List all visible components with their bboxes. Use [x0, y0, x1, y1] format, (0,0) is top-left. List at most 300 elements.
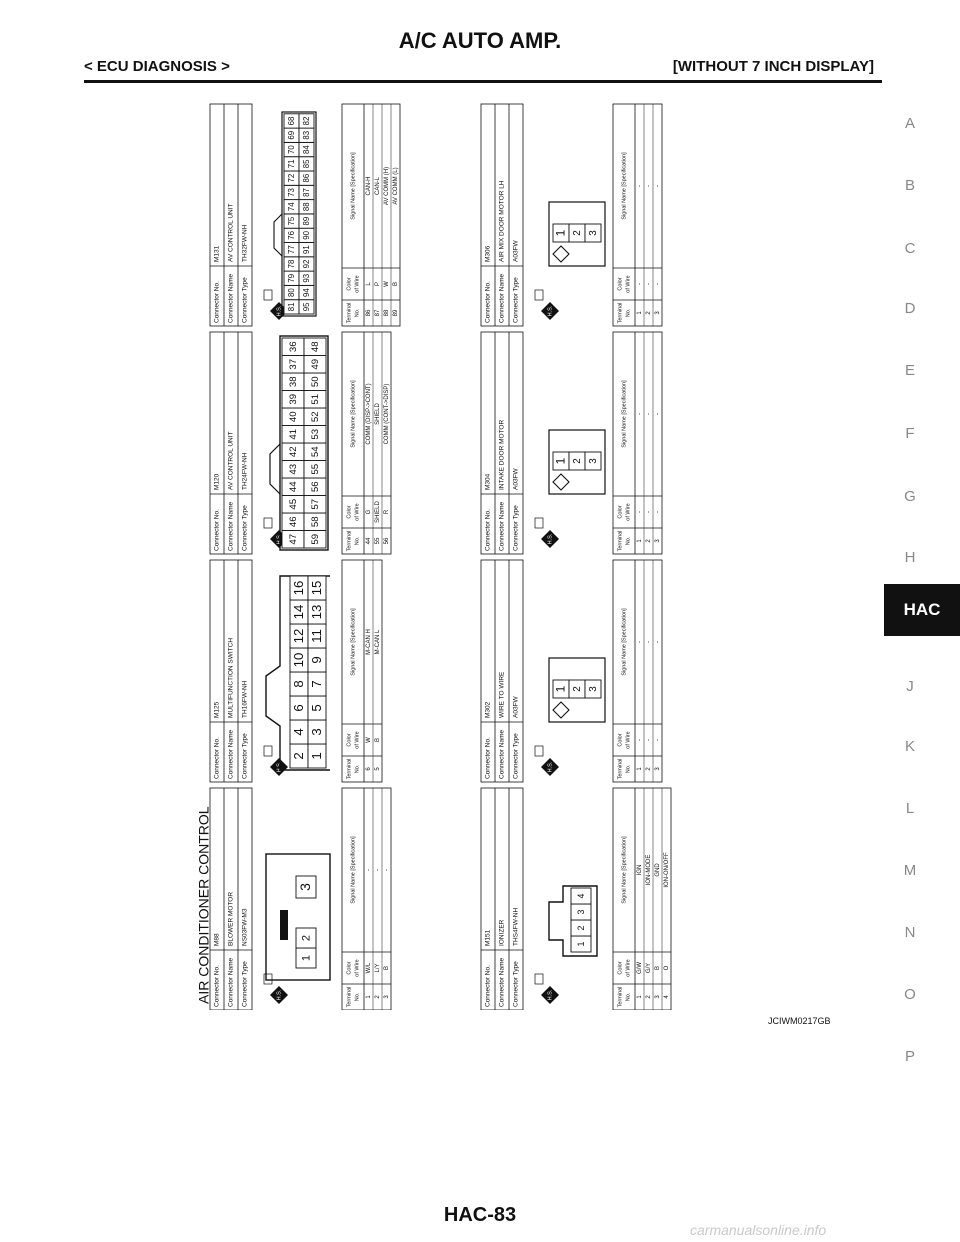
pin-number: 1	[553, 229, 568, 237]
connector-diagram	[196, 98, 826, 1010]
cell-color: W/L	[366, 962, 373, 974]
pin-number: 2	[572, 230, 584, 236]
cell-color: -	[655, 283, 662, 285]
cell-signal: SHIELD	[375, 403, 382, 425]
pin-number: 36	[288, 341, 300, 353]
cell-signal: -	[366, 869, 373, 871]
cell-signal: M-CAN L	[375, 629, 382, 655]
cell-terminal: 3	[384, 995, 391, 999]
connector-latch	[280, 910, 288, 940]
th-signal: Signal Name [Specification]	[621, 836, 628, 904]
connector-no: M88	[213, 933, 221, 946]
pin-number: 91	[302, 245, 312, 255]
th-terminal: No.	[625, 308, 632, 318]
connector-type: TH16FW-NH	[241, 680, 249, 718]
pin-number: 4	[575, 893, 586, 899]
side-index-letter: P	[904, 1048, 915, 1065]
th-color: Color	[617, 277, 624, 291]
pin-number: 54	[310, 446, 322, 458]
cell-color: -	[655, 739, 662, 741]
pin-number: 71	[287, 159, 297, 169]
th-signal: Signal Name [Specification]	[621, 152, 628, 220]
th-signal: Signal Name [Specification]	[621, 380, 628, 448]
pin-number: 39	[288, 393, 300, 405]
cell-signal: -	[655, 641, 662, 643]
label-connector-type: Connector Type	[512, 733, 520, 779]
hs-label: H.S.	[547, 533, 554, 545]
pin-number: 68	[287, 116, 297, 126]
pin-number: 2	[575, 925, 586, 931]
hs-hand-icon	[535, 518, 543, 528]
cell-terminal: 5	[375, 767, 382, 771]
cell-color: L	[366, 282, 373, 286]
pin-number: 3	[588, 458, 600, 464]
hs-hand-icon	[535, 290, 543, 300]
pin-number: 13	[308, 604, 324, 620]
cell-color: G	[366, 509, 373, 515]
cell-color: -	[646, 511, 653, 513]
cell-color: -	[646, 739, 653, 741]
cell-color: -	[637, 511, 644, 513]
side-index-letter: A	[904, 115, 915, 132]
pin-number: 84	[302, 145, 312, 154]
pin-number: 86	[302, 173, 312, 183]
pin-number: 5	[308, 704, 324, 712]
pin-number: 49	[310, 358, 322, 370]
cell-signal: CAN-H	[366, 176, 373, 196]
cell-signal: IGN	[637, 864, 644, 876]
cell-terminal: 89	[393, 309, 400, 317]
label-connector-no: Connector No.	[213, 965, 221, 1007]
diagram-rotated	[196, 104, 671, 1010]
page-title: A/C AUTO AMP.	[398, 28, 562, 53]
cell-terminal: 1	[637, 539, 644, 543]
cell-signal: CAN-L	[375, 176, 382, 196]
cell-color: R	[384, 509, 391, 515]
th-color: Color	[346, 733, 353, 747]
connector-block	[210, 788, 391, 1010]
pin-number: 40	[288, 411, 300, 423]
pin-number: 1	[553, 457, 568, 465]
signal-table	[342, 788, 391, 1010]
cell-color: -	[646, 283, 653, 285]
hs-label: H.S.	[276, 761, 283, 773]
hs-label: H.S.	[276, 989, 283, 1001]
pin-number: 14	[290, 604, 306, 620]
pin-number: 15	[308, 580, 324, 596]
pin-number: 7	[308, 680, 324, 688]
connector-type: TH24FW-NH	[241, 452, 249, 490]
hs-hand-icon	[535, 746, 543, 756]
th-color: Color	[617, 961, 624, 975]
connector-name: MULTIFUNCTION SWITCH	[227, 637, 235, 718]
side-index-letter: G	[904, 488, 916, 505]
pin-number: 10	[290, 652, 306, 668]
pin-number: 42	[288, 446, 300, 458]
signal-table	[342, 560, 382, 782]
cell-color: B	[375, 737, 382, 743]
label-connector-no: Connector No.	[484, 281, 492, 323]
label-connector-name: Connector Name	[498, 501, 506, 551]
pin-number: 55	[310, 463, 322, 475]
pin-number: 3	[588, 686, 600, 692]
th-signal: Signal Name [Specification]	[350, 152, 357, 220]
cell-color: P	[375, 281, 382, 287]
label-connector-name: Connector Name	[498, 273, 506, 323]
connector-key	[553, 702, 569, 718]
side-index-letter: B	[904, 177, 915, 194]
pin-number: 8	[290, 680, 306, 688]
connector-type: NS03FW-M3	[241, 908, 249, 946]
th-signal: Signal Name [Specification]	[621, 608, 628, 676]
cell-terminal: 56	[384, 537, 391, 545]
side-index-letter: H	[904, 549, 916, 566]
cell-signal: -	[655, 413, 662, 415]
pin-number: 93	[302, 273, 312, 283]
hs-hand-icon	[264, 290, 272, 300]
cell-color: O	[664, 965, 671, 971]
cell-signal: ION-ON/OFF	[664, 852, 671, 888]
connector-type: A03FW	[512, 240, 520, 262]
connector-name: BLOWER MOTOR	[227, 891, 235, 946]
signal-table	[613, 332, 662, 554]
hs-label: H.S.	[276, 533, 283, 545]
cell-signal: -	[384, 869, 391, 871]
pin-number: 56	[310, 481, 322, 493]
th-signal: Signal Name [Specification]	[350, 608, 357, 676]
connector-block	[481, 104, 662, 326]
cell-color: W	[384, 281, 391, 287]
connector-block	[481, 332, 662, 554]
pin-number: 2	[290, 752, 306, 760]
cell-color: -	[637, 283, 644, 285]
th-terminal: No.	[625, 992, 632, 1002]
pin-number: 2	[300, 934, 313, 942]
cell-terminal: 2	[646, 767, 653, 771]
pin-number: 87	[302, 188, 312, 197]
cell-terminal: 6	[366, 767, 373, 771]
th-color: of Wire	[354, 731, 361, 749]
label-connector-type: Connector Type	[241, 505, 249, 551]
pin-number: 48	[310, 341, 322, 353]
th-signal: Signal Name [Specification]	[350, 836, 357, 904]
page-number: HAC-83	[443, 1204, 517, 1226]
cell-signal: -	[646, 413, 653, 415]
th-terminal: No.	[625, 536, 632, 546]
hs-label: H.S.	[547, 305, 554, 317]
connector-no: M120	[213, 473, 221, 490]
pin-number: 41	[288, 428, 300, 440]
cell-color: SHIELD	[375, 501, 382, 523]
connector-diagram-svg	[196, 98, 826, 1010]
connector-name: WIRE TO WIRE	[498, 671, 506, 718]
th-color: of Wire	[625, 503, 632, 521]
cell-terminal: 55	[375, 537, 382, 545]
label-connector-type: Connector Type	[512, 505, 520, 551]
cell-signal: AV COMM (H)	[384, 166, 391, 206]
side-index-letter: L	[905, 800, 915, 817]
pin-number: 81	[287, 302, 297, 312]
cell-color: B	[655, 965, 662, 971]
th-terminal: Terminal	[346, 986, 353, 1008]
cell-terminal: 3	[655, 311, 662, 315]
cell-signal: ION-MODE	[646, 854, 653, 886]
side-index-letter: J	[906, 678, 914, 695]
cell-terminal: 4	[664, 995, 671, 999]
connector-no: M304	[484, 473, 492, 490]
label-connector-name: Connector Name	[227, 273, 235, 323]
pin-number: 90	[302, 230, 312, 240]
figure-id: JCIWM0217GB	[768, 1016, 831, 1026]
connector-no: M302	[484, 701, 492, 718]
side-index-letter: E	[904, 362, 915, 379]
pin-number: 1	[308, 752, 324, 760]
pin-number: 85	[302, 159, 312, 169]
pin-number: 80	[287, 288, 297, 297]
connector-key	[553, 474, 569, 490]
cell-signal: COMM (CONT->DISP)	[384, 383, 391, 445]
cell-color: B	[384, 965, 391, 971]
cell-signal: M-CAN H	[366, 629, 373, 655]
cell-color: -	[655, 511, 662, 513]
cell-terminal: 3	[655, 767, 662, 771]
hs-label: H.S.	[547, 761, 554, 773]
hs-label: H.S.	[547, 989, 554, 1001]
figure-title: AIR CONDITIONER CONTROL	[196, 806, 212, 1004]
connector-block	[210, 332, 391, 554]
connector-name: AV CONTROL UNIT	[227, 203, 235, 262]
side-index-letter: F	[905, 425, 915, 442]
pin-number: 50	[310, 376, 322, 388]
th-terminal: No.	[354, 992, 361, 1002]
cell-signal: GND	[655, 863, 662, 877]
connector-block	[481, 788, 671, 1010]
th-color: of Wire	[354, 275, 361, 293]
cell-terminal: 1	[637, 767, 644, 771]
cell-terminal: 3	[655, 539, 662, 543]
connector-no: M151	[484, 929, 492, 946]
pin-number: 3	[588, 230, 600, 236]
th-terminal: No.	[625, 764, 632, 774]
pin-number: 2	[572, 458, 584, 464]
cell-terminal: 2	[646, 539, 653, 543]
pin-number: 69	[287, 130, 297, 140]
label-connector-name: Connector Name	[498, 729, 506, 779]
th-color: Color	[346, 277, 353, 291]
label-connector-type: Connector Type	[512, 277, 520, 323]
cell-terminal: 1	[637, 311, 644, 315]
hs-hand-icon	[264, 518, 272, 528]
label-connector-name: Connector Name	[227, 501, 235, 551]
side-index-active: HAC	[884, 584, 960, 636]
pin-number: 58	[310, 516, 322, 528]
pin-number: 78	[287, 259, 297, 269]
cell-signal: -	[646, 185, 653, 187]
pin-number: 4	[290, 728, 306, 736]
header-rule	[84, 80, 882, 83]
label-connector-type: Connector Type	[241, 277, 249, 323]
section-label: < ECU DIAGNOSIS >	[84, 58, 230, 75]
pin-number: 95	[302, 302, 312, 312]
label-connector-name: Connector Name	[227, 729, 235, 779]
connector-block	[481, 560, 662, 782]
pin-number: 45	[288, 498, 300, 510]
pin-number: 89	[302, 216, 312, 226]
th-terminal: No.	[354, 536, 361, 546]
side-index-letter: N	[904, 924, 916, 941]
th-color: of Wire	[354, 959, 361, 977]
cell-signal: -	[375, 869, 382, 871]
th-terminal: Terminal	[617, 302, 624, 324]
pin-number: 74	[287, 202, 297, 212]
th-color: Color	[346, 505, 353, 519]
pin-number: 9	[308, 656, 324, 664]
pin-number: 77	[287, 245, 297, 255]
connector-name: IONIZER	[498, 919, 506, 946]
pin-number: 94	[302, 288, 312, 297]
signal-table	[613, 104, 662, 326]
pin-number: 53	[310, 428, 322, 440]
side-index-letter: O	[904, 986, 916, 1003]
cell-terminal: 2	[375, 995, 382, 999]
cell-color: G/W	[637, 962, 644, 974]
cell-signal: -	[637, 185, 644, 187]
pin-number: 43	[288, 463, 300, 475]
cell-terminal: 2	[646, 311, 653, 315]
side-index-letter: D	[904, 300, 916, 317]
connector-name: AV CONTROL UNIT	[227, 431, 235, 490]
pin-number: 92	[302, 259, 312, 269]
pin-number: 3	[308, 728, 324, 736]
th-color: Color	[617, 505, 624, 519]
th-terminal: No.	[354, 764, 361, 774]
th-terminal: Terminal	[617, 530, 624, 552]
pin-number: 76	[287, 230, 297, 240]
connector-type: A03FW	[512, 468, 520, 490]
pin-number: 79	[287, 273, 297, 283]
pin-number: 70	[287, 145, 297, 154]
th-color: of Wire	[625, 731, 632, 749]
label-connector-name: Connector Name	[498, 957, 506, 1007]
pin-number: 57	[310, 498, 322, 510]
cell-color: B	[393, 281, 400, 287]
connector-block	[210, 104, 400, 326]
pin-number: 88	[302, 202, 312, 212]
cell-signal: -	[637, 413, 644, 415]
cell-terminal: 1	[637, 995, 644, 999]
signal-table	[613, 560, 662, 782]
connector-key	[553, 246, 569, 262]
cell-terminal: 87	[375, 309, 382, 317]
hs-hand-icon	[264, 746, 272, 756]
connector-name: AIR MIX DOOR MOTOR LH	[498, 180, 506, 262]
th-terminal: No.	[354, 308, 361, 318]
pin-number: 1	[575, 941, 586, 947]
connector-latch	[270, 444, 280, 494]
pin-number: 3	[575, 909, 586, 915]
cell-signal: AV COMM (L)	[393, 167, 400, 205]
pin-number: 3	[297, 883, 314, 891]
hs-hand-icon	[535, 974, 543, 984]
label-connector-name: Connector Name	[227, 957, 235, 1007]
cell-terminal: 2	[646, 995, 653, 999]
pin-number: 82	[302, 116, 312, 126]
hs-label: H.S.	[276, 305, 283, 317]
th-terminal: Terminal	[617, 758, 624, 780]
connector-no: M131	[213, 245, 221, 262]
variant-label: [WITHOUT 7 INCH DISPLAY]	[672, 58, 874, 75]
connector-no: M125	[213, 701, 221, 718]
cell-signal: -	[637, 641, 644, 643]
cell-terminal: 1	[366, 995, 373, 999]
connector-type: A03FW	[512, 696, 520, 718]
hs-hand-icon	[264, 974, 272, 984]
pin-number: 51	[310, 393, 322, 405]
cell-terminal: 3	[655, 995, 662, 999]
th-color: Color	[346, 961, 353, 975]
cell-color: G/Y	[646, 962, 653, 974]
connector-type: TH32FW-NH	[241, 224, 249, 262]
connector-block	[210, 560, 382, 782]
pin-number: 37	[288, 358, 300, 370]
label-connector-no: Connector No.	[484, 965, 492, 1007]
connector-no: M306	[484, 245, 492, 262]
cell-color: W	[366, 737, 373, 743]
connector-type: THS4FW-NH	[512, 907, 520, 946]
pin-number: 11	[308, 629, 324, 643]
label-connector-no: Connector No.	[484, 737, 492, 779]
pin-number: 59	[310, 533, 322, 545]
pin-number: 2	[572, 686, 584, 692]
pin-number: 16	[290, 580, 306, 596]
pin-number: 52	[310, 411, 322, 423]
label-connector-no: Connector No.	[213, 737, 221, 779]
label-connector-type: Connector Type	[241, 961, 249, 1007]
pin-number: 1	[553, 685, 568, 693]
pin-number: 83	[302, 130, 312, 140]
label-connector-type: Connector Type	[512, 961, 520, 1007]
pin-number: 75	[287, 216, 297, 226]
pin-number: 1	[300, 954, 313, 962]
th-signal: Signal Name [Specification]	[350, 380, 357, 448]
label-connector-no: Connector No.	[484, 509, 492, 551]
side-index-letter: K	[904, 738, 915, 755]
connector-name: INTAKE DOOR MOTOR	[498, 419, 506, 490]
cell-signal: -	[646, 641, 653, 643]
th-color: of Wire	[625, 275, 632, 293]
pin-number: 47	[288, 533, 300, 545]
th-terminal: Terminal	[617, 986, 624, 1008]
cell-color: -	[637, 739, 644, 741]
pin-number: 12	[290, 628, 306, 644]
cell-signal: -	[655, 185, 662, 187]
cell-terminal: 86	[366, 309, 373, 317]
side-index-letter: C	[904, 240, 916, 257]
th-terminal: Terminal	[346, 302, 353, 324]
cell-terminal: 88	[384, 309, 391, 317]
cell-terminal: 44	[366, 537, 373, 545]
side-index-letter: M	[903, 862, 917, 879]
th-color: of Wire	[625, 959, 632, 977]
th-terminal: Terminal	[346, 530, 353, 552]
label-connector-type: Connector Type	[241, 733, 249, 779]
watermark: carmanualsonline.info	[690, 1222, 827, 1238]
cell-signal: COMM (DISP->CONT)	[366, 383, 373, 445]
label-connector-no: Connector No.	[213, 509, 221, 551]
pin-number: 6	[290, 704, 306, 712]
pin-number: 46	[288, 516, 300, 528]
th-terminal: Terminal	[346, 758, 353, 780]
